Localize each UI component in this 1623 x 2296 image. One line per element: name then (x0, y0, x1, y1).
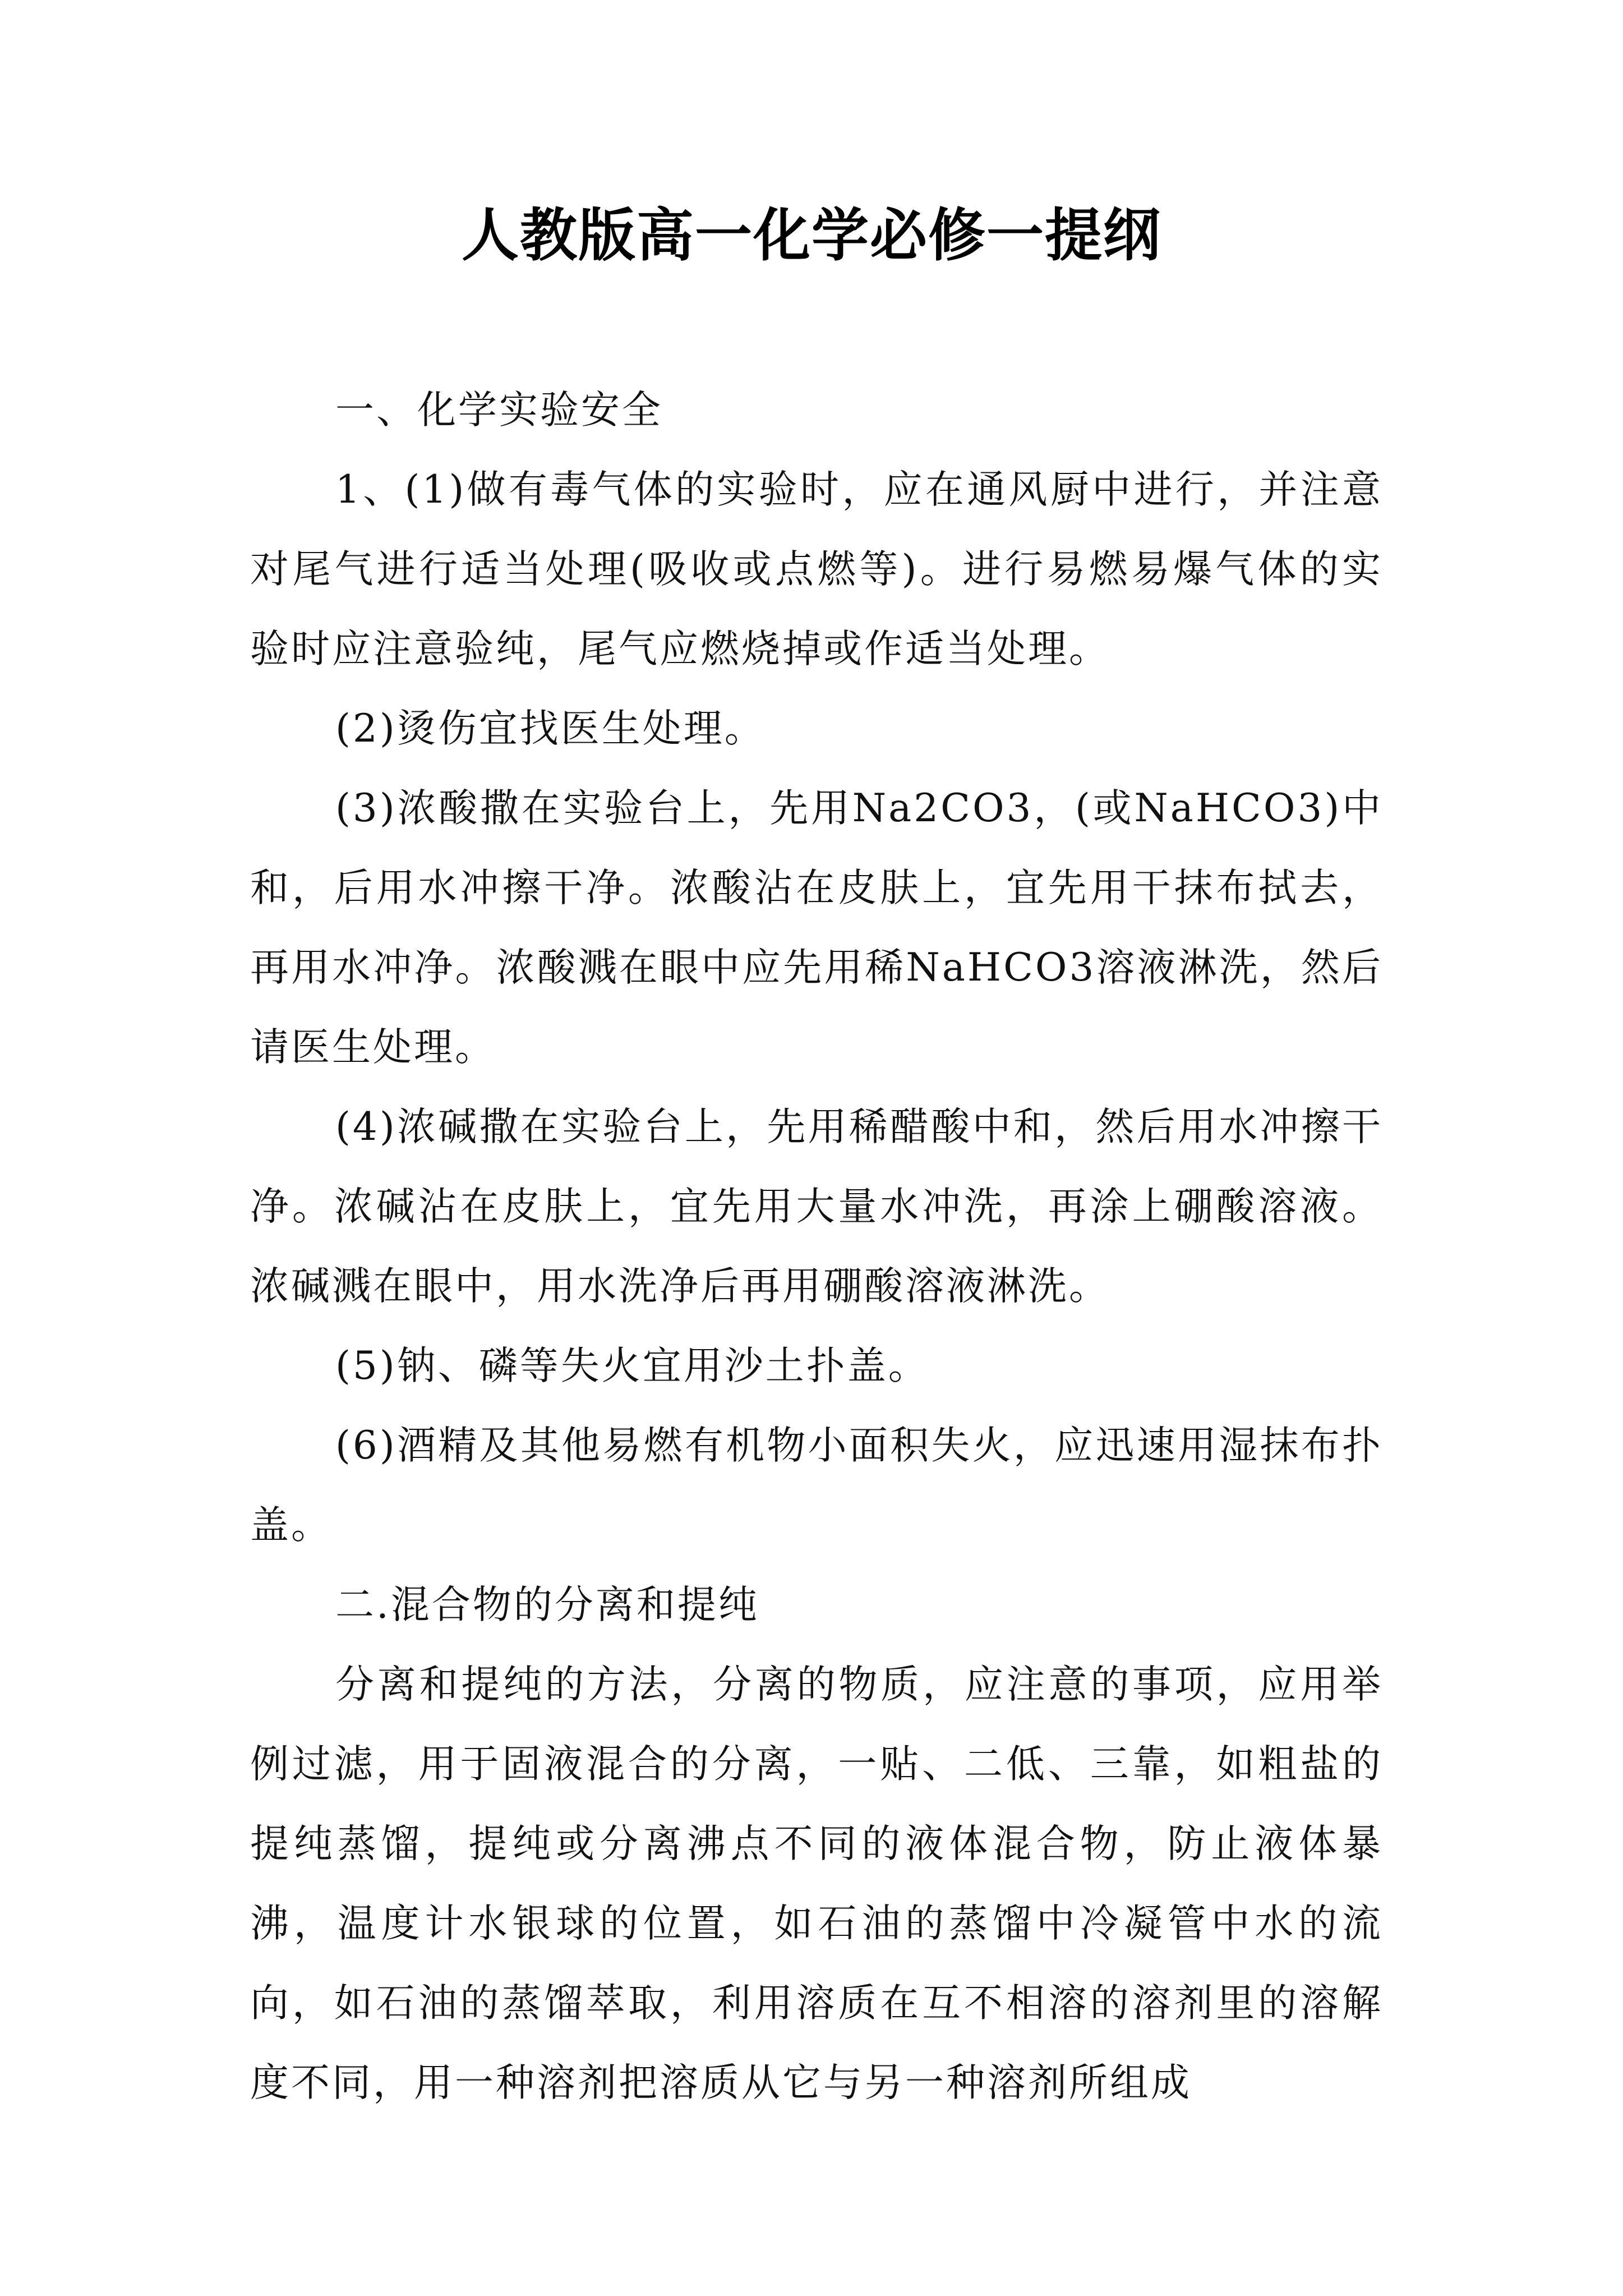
paragraph-burns: (2)烫伤宜找医生处理。 (335, 706, 766, 751)
document-title: 人教版高一化学必修一提纲 (462, 202, 1161, 269)
paragraph-acid-spill: (3)浓酸撒在实验台上，先用Na2CO3，(或NaHCO3)中和，后用水冲擦干净。浓酸沾在皮肤上，宜先用干抹布拭去，再用水冲净。浓酸溅在眼中应先用稀NaHCO3溶液淋洗，然后请医生处理。 (250, 786, 1383, 1070)
section-heading-lab-safety: 一、化学实验安全 (335, 388, 663, 432)
paragraph-separation-methods: 分离和提纯的方法，分离的物质，应注意的事项，应用举例过滤，用于固液混合的分离，一贴、二低、三靠，如粗盐的提纯蒸馏，提纯或分离沸点不同的液体混合物，防止液体暴沸，温度计水银球的位置，如石油的蒸馏中冷凝管中水的流向，如石油的蒸馏萃取，利用溶质在互不相溶的溶剂里的溶解度不同，用一种溶剂把溶质从它与另一种溶剂所组成 (250, 1662, 1383, 2105)
paragraph-toxic-gas: 1、(1)做有毒气体的实验时，应在通风厨中进行，并注意对尾气进行适当处理(吸收或点燃等)。进行易燃易爆气体的实验时应注意验纯，尾气应燃烧掉或作适当处理。 (250, 467, 1383, 671)
section-heading-separation: 二.混合物的分离和提纯 (335, 1582, 759, 1627)
document-body (250, 370, 1383, 2123)
paragraph-sodium-fire: (5)钠、磷等失火宜用沙土扑盖。 (335, 1343, 929, 1388)
paragraph-alcohol-fire: (6)酒精及其他易燃有机物小面积失火，应迅速用湿抹布扑盖。 (250, 1423, 1383, 1548)
paragraph-alkali-spill: (4)浓碱撒在实验台上，先用稀醋酸中和，然后用水冲擦干净。浓碱沾在皮肤上，宜先用大量水冲洗，再涂上硼酸溶液。浓碱溅在眼中，用水洗净后再用硼酸溶液淋洗。 (250, 1105, 1383, 1309)
